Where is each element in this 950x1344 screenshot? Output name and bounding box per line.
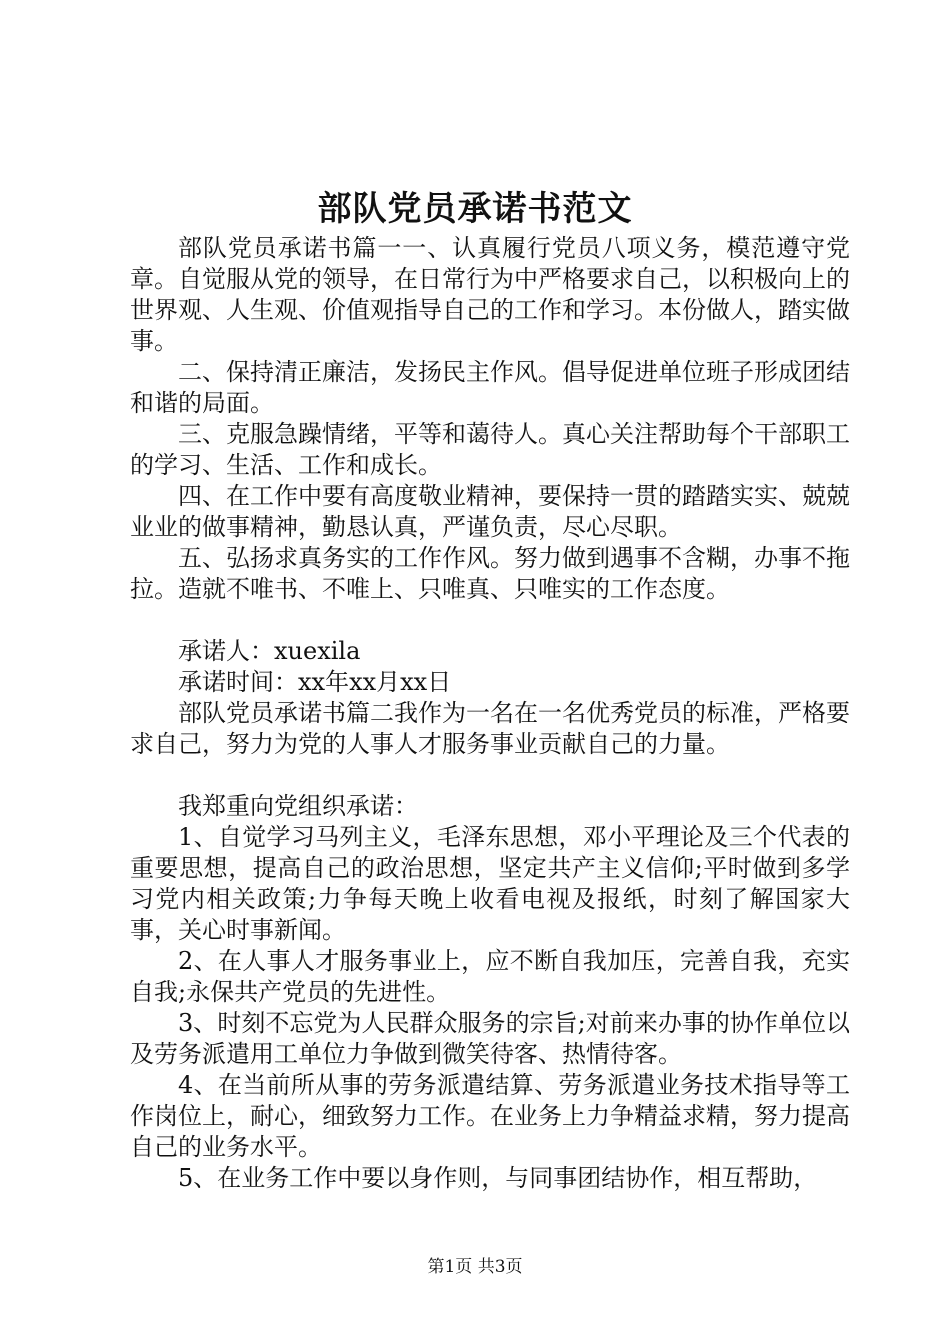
paragraph-4: 四、在工作中要有高度敬业精神，要保持一贯的踏踏实实、兢兢业业的做事精神，勤恳认真，严谨负责，尽心尽职。 (130, 482, 850, 541)
solemn-promise-line: 我郑重向党组织承诺： (178, 792, 418, 820)
item-4: 4、在当前所从事的劳务派遣结算、劳务派遣业务技术指导等工作岗位上，耐心，细致努力工作。在业务上力争精益求精，努力提高自己的业务水平。 (130, 1071, 850, 1161)
item-5: 5、在业务工作中要以身作则，与同事团结协作，相互帮助， (178, 1164, 818, 1192)
item-2: 2、在人事人才服务事业上，应不断自我加压，完善自我，充实自我;永保共产党员的先进性。 (130, 947, 850, 1006)
paragraph-part-two: 部队党员承诺书篇二我作为一名在一名优秀党员的标准，严格要求自己，努力为党的人事人才服务事业贡献自己的力量。 (130, 699, 850, 758)
promisor-line: 承诺人：xuexila (178, 637, 361, 665)
document-body (130, 233, 850, 1194)
paragraph-5: 五、弘扬求真务实的工作作风。努力做到遇事不含糊，办事不拖拉。造就不唯书、不唯上、只唯真、只唯实的工作态度。 (130, 544, 850, 603)
document-title: 部队党员承诺书范文 (317, 189, 633, 229)
promise-date-line: 承诺时间：xx年xx月xx日 (178, 668, 452, 696)
paragraph-3: 三、克服急躁情绪，平等和蔼待人。真心关注帮助每个干部职工的学习、生活、工作和成长。 (130, 420, 850, 479)
item-3: 3、时刻不忘党为人民群众服务的宗旨;对前来办事的协作单位以及劳务派遣用工单位力争做到微笑待客、热情待客。 (130, 1009, 850, 1068)
paragraph-2: 二、保持清正廉洁，发扬民主作风。倡导促进单位班子形成团结和谐的局面。 (130, 358, 850, 417)
item-1: 1、自觉学习马列主义，毛泽东思想，邓小平理论及三个代表的重要思想，提高自己的政治思想，坚定共产主义信仰;平时做到多学习党内相关政策;力争每天晚上收看电视及报纸，时刻了解国家大事，关心时事新闻。 (130, 823, 850, 944)
paragraph-1: 部队党员承诺书篇一一、认真履行党员八项义务，模范遵守党章。自觉服从党的领导，在日常行为中严格要求自己，以积极向上的世界观、人生观、价值观指导自己的工作和学习。本份做人，踏实做事。 (130, 234, 850, 355)
page-footer: 第1页 共3页 (427, 1257, 523, 1277)
